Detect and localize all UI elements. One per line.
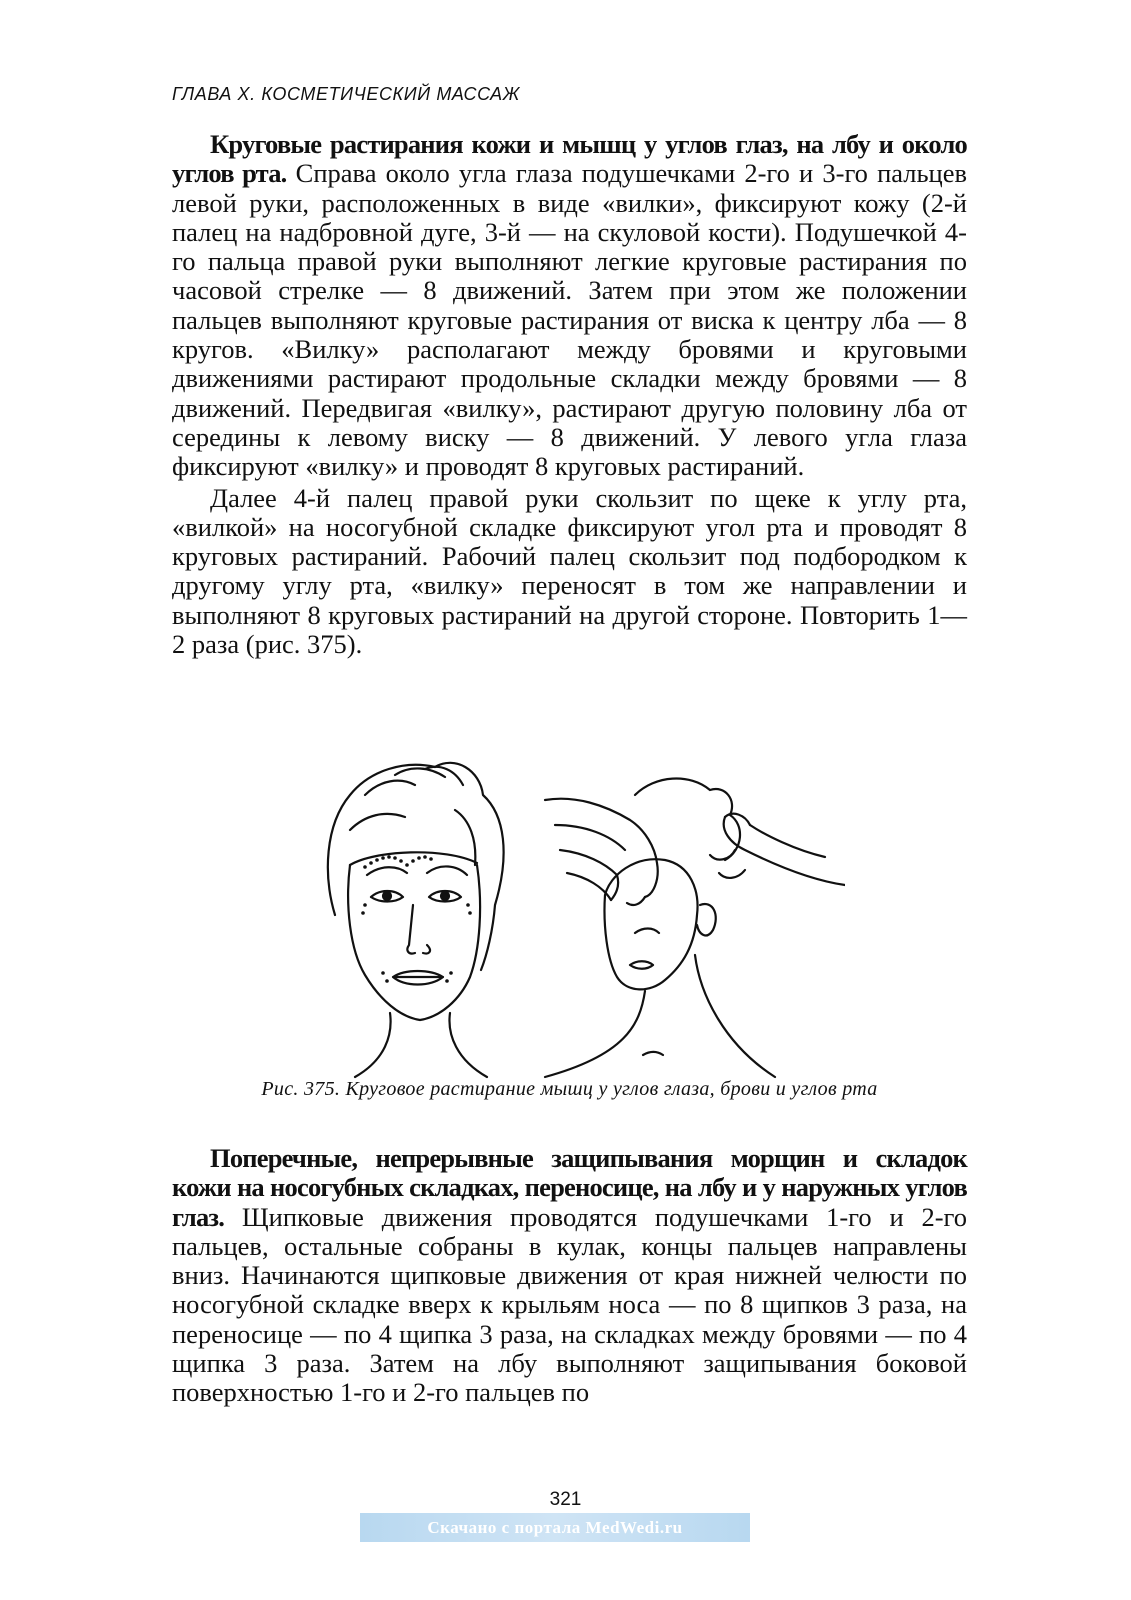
figure-375 — [305, 755, 845, 1080]
massage-points — [361, 855, 472, 983]
download-watermark: Скачано с портала MedWedi.ru — [360, 1513, 750, 1542]
page-number: 321 — [549, 1489, 582, 1510]
paragraph-text: Щипковые движения проводятся подушечками 1-го и 2-го пальцев, остальные собраны в кулак, концы пальцев направлены вниз. Начинаются щипковые движения от края нижней челюсти по носогубной складке вверх к крыльям носа — по 8 щипков 3 раза, на переносице — по 4 щипка 3 раза, на складках между бровями — по 4 щипка 3 раза. Затем на лбу выполняют защипывания боковой поверхностью 1-го и 2-го пальцев по — [172, 1201, 967, 1408]
running-head: ГЛАВА X. КОСМЕТИЧЕСКИЙ МАССАЖ — [172, 84, 520, 104]
front-face-drawing — [328, 763, 504, 1077]
profile-face-with-hands-drawing — [545, 779, 845, 1077]
section-transverse-pinching — [172, 1144, 967, 1408]
section-heading: Поперечные, непрерывные защипывания морщин и складок кожи на носогубных складках, переносице, на лбу и у наружных углов глаз. — [172, 1143, 967, 1232]
figure-caption: Рис. 375. Круговое растирание мышц у углов глаза, брови и углов рта — [261, 1078, 878, 1100]
paragraph — [172, 1144, 967, 1408]
section-circular-rubbing — [172, 130, 967, 659]
massage-illustration — [305, 755, 845, 1080]
paragraph: Далее 4-й палец правой руки скользит по щеке к углу рта, «вилкой» на носогубной складке фиксируют угол рта и проводят 8 круговых растираний. Рабочий палец скользит под подбородком к другому углу рта, «вилку» переносят в том же направлении и выполняют 8 круговых растираний на другой стороне. Повторить 1—2 раза (рис. 375). — [172, 482, 967, 660]
paragraph — [172, 130, 967, 482]
section-heading: Круговые растирания кожи и мышц у углов глаз, на лбу и около углов рта. — [172, 129, 967, 189]
paragraph-text: Справа около угла глаза подушечками 2-го и 3-го пальцев левой руки, расположенных в виде «вилки», фиксируют кожу (2-й палец на надбровной дуге, 3-й — на скуловой кости). Подушечкой 4-го пальца правой руки выполняют легкие круговые растирания по часовой стрелке — 8 движений. Затем при этом же положении пальцев выполняют круговые растирания от виска к центру лба — 8 кругов. «Вилку» располагают между бровями и круговыми движениями растирают продольные складки между бровями — 8 движений. Передвигая «вилку», растирают другую половину лба от середины к левому виску — 8 движений. У левого угла глаза фиксируют «вилку» и проводят 8 круговых растираний. — [172, 158, 968, 482]
